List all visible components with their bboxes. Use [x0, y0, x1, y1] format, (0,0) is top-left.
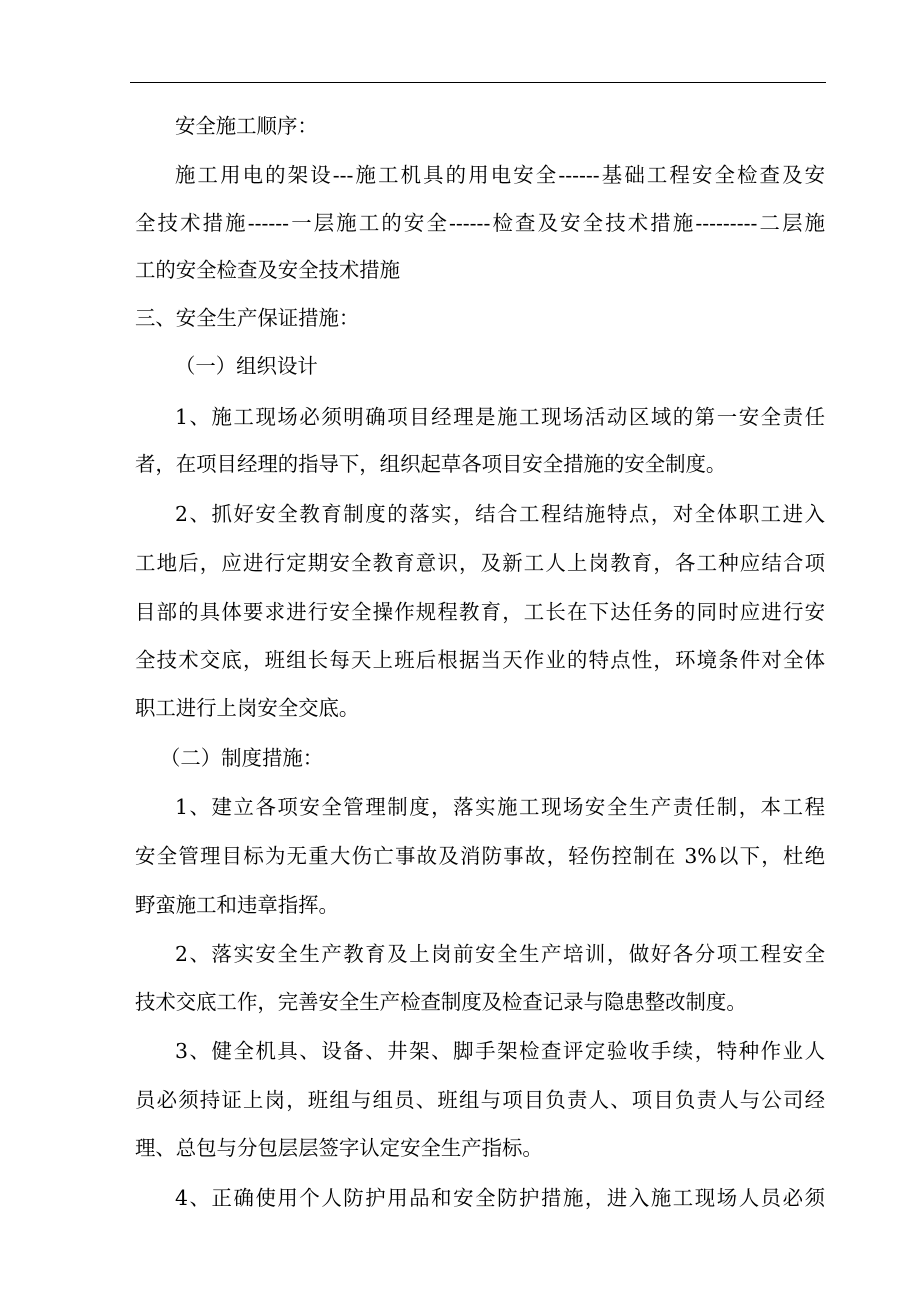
text-line: 员必须持证上岗，班组与组员、班组与项目负责人、项目负责人与公司经	[135, 1088, 825, 1112]
text-line: 1、施工现场必须明确项目经理是施工现场活动区域的第一安全责任	[175, 405, 825, 429]
text-line: 2、落实安全生产教育及上岗前安全生产培训，做好各分项工程安全	[175, 942, 825, 966]
subsection-heading: （二）制度措施：	[160, 746, 324, 770]
text-line: 技术交底工作，完善安全生产检查制度及检查记录与隐患整改制度。	[135, 990, 747, 1014]
text-line: 职工进行上岗安全交底。	[135, 696, 360, 720]
text-line: 野蛮施工和违章指挥。	[135, 893, 339, 917]
text-line: 全技术交底，班组长每天上班后根据当天作业的特点性，环境条件对全体	[135, 648, 825, 672]
text-line: 理、总包与分包层层签字认定安全生产指标。	[135, 1136, 543, 1160]
text-line: 工的安全检查及安全技术措施	[135, 258, 401, 282]
text-line: 1、建立各项安全管理制度，落实施工现场安全生产责任制，本工程	[175, 795, 825, 819]
text-line: 全技术措施------一层施工的安全------检查及安全技术措施---------二层施	[135, 211, 825, 235]
text-line: 工地后，应进行定期安全教育意识，及新工人上岗教育，各工种应结合项	[135, 551, 825, 575]
text-line: 安全施工顺序：	[175, 114, 318, 138]
section-heading: 三、安全生产保证措施：	[135, 306, 360, 330]
subsection-heading: （一）组织设计	[175, 354, 318, 378]
text-line: 2、抓好安全教育制度的落实，结合工程结施特点，对全体职工进入	[175, 502, 825, 526]
text-line: 3、健全机具、设备、井架、脚手架检查评定验收手续，特种作业人	[175, 1039, 825, 1063]
text-line: 施工用电的架设---施工机具的用电安全------基础工程安全检查及安	[175, 163, 825, 187]
text-line: 4、正确使用个人防护用品和安全防护措施，进入施工现场人员必须	[175, 1186, 825, 1210]
text-line: 安全管理目标为无重大伤亡事故及消防事故，轻伤控制在 3%以下，杜绝	[135, 844, 825, 868]
text-line: 目部的具体要求进行安全操作规程教育，工长在下达任务的同时应进行安	[135, 600, 825, 624]
text-line: 者，在项目经理的指导下，组织起草各项目安全措施的安全制度。	[135, 452, 727, 476]
header-rule	[130, 82, 826, 83]
